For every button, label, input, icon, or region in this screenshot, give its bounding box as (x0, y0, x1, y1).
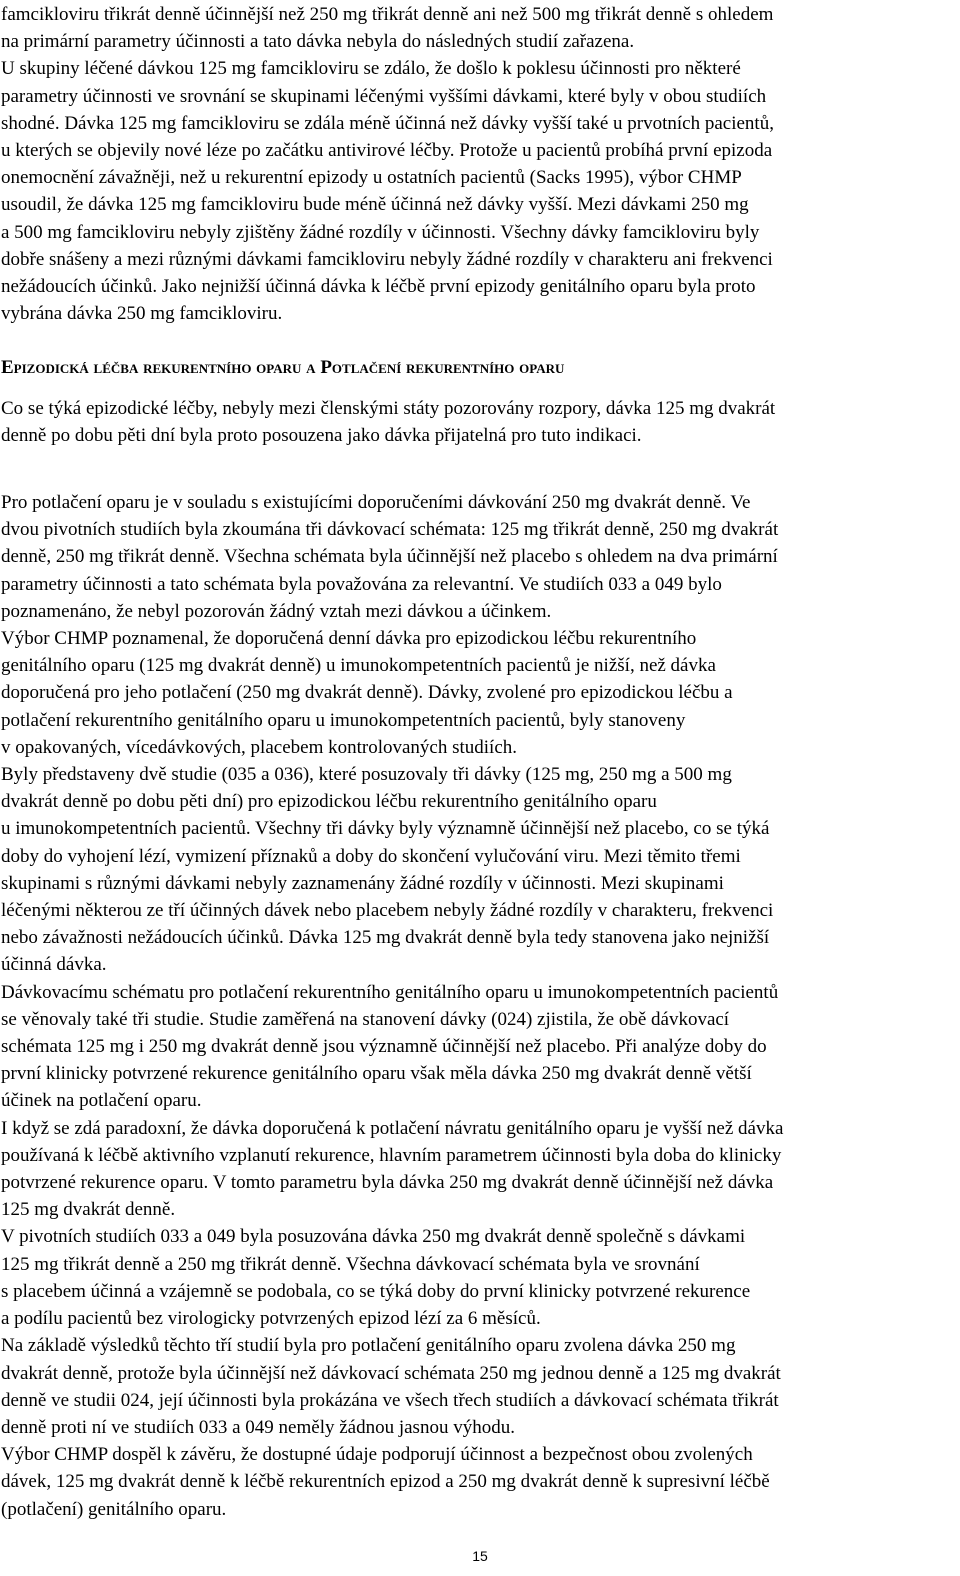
page-number: 15 (472, 1548, 488, 1564)
paragraph-episodic-treatment: Co se týká epizodické léčby, nebyly mezi členskými státy pozorovány rozpory, dávka 125 mg dvakrát denně po dobu pěti dní byla proto posouzena jako dávka přijatelná pro tuto indikaci. (1, 398, 776, 447)
paragraph-dose-selection-first-episode: famcikloviru třikrát denně účinnější než 250 mg třikrát denně ani než 500 mg třikrát denně s ohledem na primární parametry účinnosti a tato dávka nebyla do následných studií zařazena. U skupiny léčené dávkou 125 mg famcikloviru se zdálo, že došlo k poklesu účinnosti pro některé parametry účinnosti ve srovnání se skupinami léčenými vyššími dávkami, které byly v obou studiích shodné. Dávka 125 mg famcikloviru se zdála méně účinná než dávky vyšší také u prvotních pacientů, u kterých se objevily nové léze po začátku antivirové léčby. Protože u pacientů probíhá první epizoda onemocnění závažněji, než u rekurentní epizody u ostatních pacientů (Sacks 1995), výbor CHMP usoudil, že dávka 125 mg famcikloviru bude méně účinná než dávky vyšší. Mezi dávkami 250 mg a 500 mg famcikloviru nebyly zjištěny žádné rozdíly v účinnosti. Všechny dávky famcikloviru byly dobře snášeny a mezi různými dávkami famcikloviru nebyly žádné rozdíly v charakteru ani frekvenci nežádoucích účinků. Jako nejnižší účinná dávka k léčbě první epizody genitálního oparu byla proto vybrána dávka 250 mg famcikloviru. (1, 4, 774, 325)
section-heading: Epizodická léčba rekurentního oparu a Potlačení rekurentního oparu (1, 357, 565, 378)
paragraph-suppression: Pro potlačení oparu je v souladu s existujícími doporučeními dávkování 250 mg dvakrát denně. Ve dvou pivotních studiích byla zkoumána tři dávkovací schémata: 125 mg třikrát denně, 250 mg dvakrát denně, 250 mg třikrát denně. Všechna schémata byla účinnější než placebo s ohledem na dva primární parametry účinnosti a tato schémata byla považována za relevantní. Ve studiích 033 a 049 bylo poznamenáno, že nebyl pozorován žádný vztah mezi dávkou a účinkem. Výbor CHMP poznamenal, že doporučená denní dávka pro epizodickou léčbu rekurentního genitálního oparu (125 mg dvakrát denně) u imunokompetentních pacientů je nižší, než dávka doporučená pro jeho potlačení (250 mg dvakrát denně). Dávky, zvolené pro epizodickou léčbu a potlačení rekurentního genitálního oparu u imunokompetentních pacientů, byly stanoveny v opakovaných, vícedávkových, placebem kontrolovaných studiích. Byly představeny dvě studie (035 a 036), které posuzovaly tři dávky (125 mg, 250 mg a 500 mg dvakrát denně po dobu pěti dní) pro epizodickou léčbu rekurentního genitálního oparu u imunokompetentních pacientů. Všechny tři dávky byly významně účinnější než placebo, co se týká doby do vyhojení lézí, vymizení příznaků a doby do skončení vylučování viru. Mezi těmito třemi skupinami s různými dávkami nebyly zaznamenány žádné rozdíly v účinnosti. Mezi skupinami léčenými některou ze tří účinných dávek nebo placebem nebyly žádné rozdíly v charakteru, frekvenci nebo závažnosti nežádoucích účinků. Dávka 125 mg dvakrát denně byla tedy stanovena jako nejnižší účinná dávka. Dávkovacímu schématu pro potlačení rekurentního genitálního oparu u imunokompetentních pacientů se věnovaly také tři studie. Studie zaměřená na stanovení dávky (024) zjistila, že obě dávkovací schémata 125 mg i 250 mg dvakrát denně jsou významně účinnější než placebo. Při analýze doby do první klinicky potvrzené rekurence genitálního oparu však měla dávka 250 mg dvakrát denně větší účinek na potlačení oparu. I když se zdá paradoxní, že dávka doporučená k potlačení návratu genitálního oparu je vyšší než dávka používaná k léčbě aktivního vzplanutí rekurence, hlavním parametrem účinnosti byla doba do klinicky potvrzené rekurence oparu. V tomto parametru byla dávka 250 mg dvakrát denně účinnější než dávka 125 mg dvakrát denně. V pivotních studiích 033 a 049 byla posuzována dávka 250 mg dvakrát denně společně s dávkami 125 mg třikrát denně a 250 mg třikrát denně. Všechna dávkovací schémata byla ve srovnání s placebem účinná a vzájemně se podobala, co se týká doby do první klinicky potvrzené rekurence a podílu pacientů bez virologicky potvrzených epizod lézí za 6 měsíců. Na základě výsledků těchto tří studií byla pro potlačení genitálního oparu zvolena dávka 250 mg dvakrát denně, protože byla účinnější než dávkovací schémata 250 mg jednou denně a 125 mg dvakrát denně ve studii 024, její účinnosti byla prokázána ve všech třech studiích a dávkovací schémata třikrát denně proti ní ve studiích 033 a 049 neměly žádnou jasnou výhodu. Výbor CHMP dospěl k závěru, že dostupné údaje podporují účinnost a bezpečnost obou zvolených dávek, 125 mg dvakrát denně k léčbě rekurentních epizod a 250 mg dvakrát denně k supresivní léčbě (potlačení) genitálního oparu. (1, 492, 784, 1520)
